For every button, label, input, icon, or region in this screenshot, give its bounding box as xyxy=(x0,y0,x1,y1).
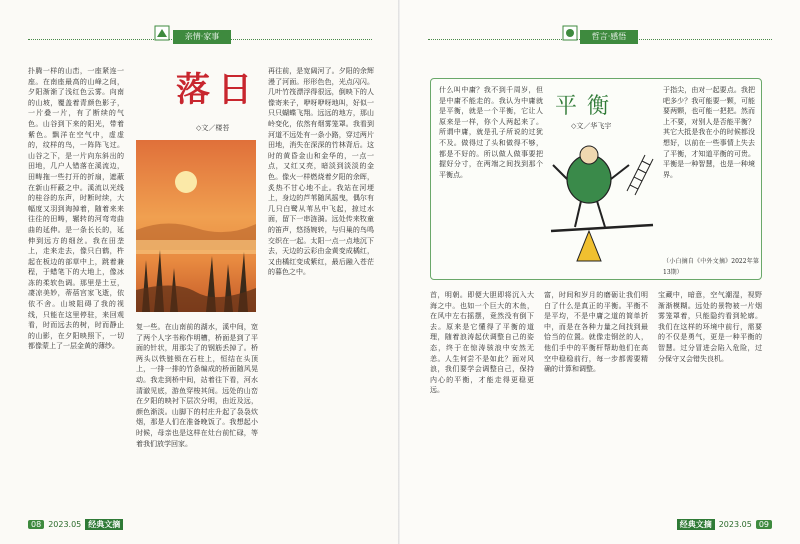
sunset-painting xyxy=(136,140,256,312)
right-column-3: 富，时间和岁月的磨砺让我们明白了什么是真正的平衡。平衡不是平均，不是中庸之道的简单折中，而是在各种力量之间找到最恰当的位置。就像走钢丝的人，他们手中的平衡杆帮助他们在高空中稳稳前行，每一步都需要精确的计算和调整。 xyxy=(544,291,648,374)
section-emblem-icon xyxy=(152,22,172,44)
page-number: 09 xyxy=(756,520,772,529)
right-header xyxy=(428,22,772,48)
article-byline: ◇文／楼苔 xyxy=(196,124,230,132)
article-title: 平衡 xyxy=(555,94,620,119)
box-column-1: 什么叫中庸？我不到千周岁，但是中庸不能走的。我认为中庸就是平衡，就是一个平衡，它让人原来是一样，你个人两起来了。所谓中庸，就是孔子所说的过犹不及。做得过了头和做得不够，都是不好的。所以做人做事要把握好分寸，在两端之间找到那个平衡点。 xyxy=(439,86,543,179)
magazine-name: 经典文摘 xyxy=(677,519,715,530)
section-emblem-icon xyxy=(560,22,580,44)
source-note: （小白摘自《中外文摘》2022年第13期） xyxy=(663,258,759,276)
left-column-1: 扑腾一样的山峦，一座紧连一座。在南座最高的山峰之间，夕阳渐渐了浅红色云雾。向南的山坡，覆盖着青颜色影子，一片叠一片，有了断续的气色。山谷到下来的阳光，带着紫色。飘洋在空气中，虚虚的，纹样的鸟，一阵阵飞过。山谷之下，是一片向东斜出的田地，几户人错落在溪流边，田畴拖一些打开的折扇，遮蔽在新山杆蔽之中。溪流以光线的桂谷的东声，时断时续，大幅度又羽到淘掉着，随着来来往往的田畴，辗转的河弯弯曲曲的延伸。是一条长长的，延伸到远方的细丝。我在田垄上，走来走去，像只白鹤，杵起在板边的部草中上，跳着兼程，于蜡笔下的大地上，像冰冻的柔软色调。那里是土豆，凄凉美妙，蒂蓓宫家飞逝，依依不舍。山坡阻碍了我的视线，只能在这里停驻，来回观看，时而远去的树，时而静止的山影，在夕阳映照下，一切都像蒙上了一层金黄的薄纱。 xyxy=(28,67,124,351)
magazine-name: 经典文摘 xyxy=(85,519,123,530)
left-footer xyxy=(28,518,123,530)
feature-box xyxy=(430,78,762,280)
article-byline: ◇文／华飞宇 xyxy=(571,122,612,130)
right-page xyxy=(400,0,800,544)
right-column-2: 宝藏中，暗意，空气潮湿，视野渐渐模糊。远处的景物被一片烟雾笼罩着，只能隐约看到轮廓。我们在这样的环境中前行，需要的不仅是勇气，更是一种平衡的智慧。过分冒进会陷入危险，过分保守又会错失良机。 xyxy=(658,291,762,363)
section-label: 哲言·感悟 xyxy=(580,30,638,44)
right-column-1: 首，明朝。即便大胆即将沉入大海之中。也如一个巨大的木鱼，在风中左右摇摆，竟然没有倒下去。原来是它懂得了平衡的道理，随着浪涛起伏调整自己的姿态，终于在惊涛骇浪中安然无恙。人生何尝不是如此？面对风浪，我们要学会调整自己，保持内心的平衡，才能走得更稳更远。 xyxy=(430,291,534,395)
article-title: 落日 xyxy=(176,70,260,110)
left-column-3: 复一些。在山南前的湖水，溪中间，宽了两个人字书称作明槽，桥面是到了平面的针状，用那尖了的钢筋丢掉了。桥两头以铁链锁在石柱上，恒结在头顶上，一排一排的竹条编成的桥面随风晃动。我走到桥中间，站着往下看，河水清澈见底，游鱼穿梭其间。远处的山峦在夕阳的映衬下层次分明，由近及远，颜色渐淡。山脚下的村庄升起了袅袅炊烟，那是人们在准备晚饭了。我想起小时候，母亲也是这样在灶台前忙碌，等着我们放学回家。 xyxy=(136,323,258,448)
issue-date: 2023.05 xyxy=(48,519,82,529)
balance-illustration xyxy=(549,135,655,267)
section-label: 亲情·家事 xyxy=(173,30,231,44)
box-column-2: 于指尖，由对一起要点。我把吧多少？我可能要一颗，可能要两颗，也可能一把把。然而上不要，对别人是否能平衡？其它大抵是我在小的时候都没想好，以前在一些事情上失去了平衡，才知道平衡的可贵。平衡是一种智慧，也是一种境界。 xyxy=(663,86,755,179)
issue-date: 2023.05 xyxy=(718,519,752,529)
page-number: 08 xyxy=(28,520,44,529)
right-footer xyxy=(677,518,772,530)
left-header xyxy=(28,22,372,48)
left-column-2: 再往前，是宽阔河了。夕阳的余辉漫了河面。形形色色，光点闪闪。几叶竹筏漂浮得很远，倒映下的人像寄来子，咿呀咿呀地叫，好似一只只蝴蝶飞翔。远远的地方，那山岭变化，依然有烟雾笼罩。我看到河道不远处有一条小路，穿过两片田地，消失在深深的竹林背后。这时的黄昏金山和金华的，一点一点，又红又亮，暗淡到淡淡的金色。像火一样燃烧着夕阳的余晖，炙热不甘心地不止。我站在河埂上，身边的芦苇随风摇曳，偶尔有几只白鹭从苇丛中飞起，掠过水面，留下一串涟漪。远处传来牧童的笛声，悠扬婉转，与归巢的鸟鸣交织在一起。太阳一点一点地沉下去，天边的云彩由金黄变成橘红，又由橘红变成紫红，最后融入苍茫的暮色之中。 xyxy=(268,67,374,277)
